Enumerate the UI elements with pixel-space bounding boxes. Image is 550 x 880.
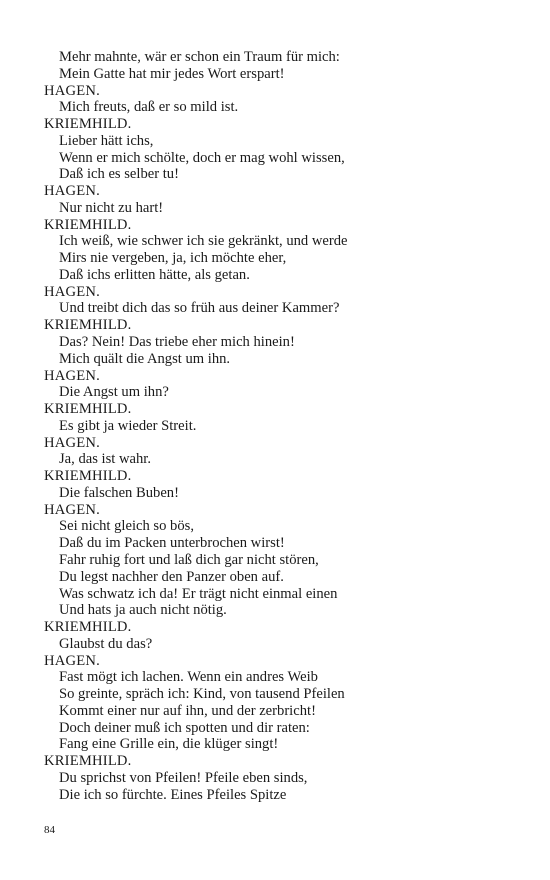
verse-line: So greinte, spräch ich: Kind, von tausend Pfeilen: [59, 686, 345, 703]
verse-line: Doch deiner muß ich spotten und dir raten:: [59, 719, 310, 736]
speaker-name: HAGEN.: [44, 82, 100, 99]
verse-line: Es gibt ja wieder Streit.: [59, 417, 197, 434]
speaker-name: HAGEN.: [44, 652, 100, 669]
verse-line: Das? Nein! Das triebe eher mich hinein!: [59, 334, 295, 351]
verse-line: Fang eine Grille ein, die klüger singt!: [59, 736, 279, 753]
verse-line: Die Angst um ihn?: [59, 384, 169, 401]
speaker-name: HAGEN.: [44, 434, 100, 451]
verse-line: Kommt einer nur auf ihn, und der zerbricht!: [59, 702, 316, 719]
verse-line: Mehr mahnte, wär er schon ein Traum für mich:: [59, 49, 340, 65]
verse-line: Mich quält die Angst um ihn.: [59, 350, 231, 367]
verse-line: Die falschen Buben!: [59, 484, 179, 501]
verse-line: Wenn er mich schölte, doch er mag wohl wissen,: [59, 149, 345, 166]
speaker-name: HAGEN.: [44, 367, 100, 384]
verse-line: Daß ichs erlitten hätte, als getan.: [59, 266, 250, 283]
page-number: 84: [44, 824, 55, 836]
verse-line: Und hats ja auch nicht nötig.: [59, 602, 227, 619]
verse-line: Sei nicht gleich so bös,: [59, 518, 194, 535]
verse-line: Glaubst du das?: [59, 635, 153, 652]
speaker-name: KRIEMHILD.: [44, 619, 132, 636]
speaker-name: HAGEN.: [44, 501, 100, 518]
verse-line: Und treibt dich das so früh aus deiner Kammer?: [59, 300, 340, 317]
verse-line: Die ich so fürchte. Eines Pfeiles Spitze: [59, 786, 287, 803]
verse-line: Du sprichst von Pfeilen! Pfeile eben sinds,: [59, 769, 308, 786]
drama-text: [44, 49, 514, 803]
verse-line: Ja, das ist wahr.: [59, 451, 152, 468]
speaker-name: KRIEMHILD.: [44, 753, 132, 770]
speaker-name: KRIEMHILD.: [44, 317, 132, 334]
verse-line: Fahr ruhig fort und laß dich gar nicht stören,: [59, 551, 319, 568]
speaker-name: KRIEMHILD.: [44, 468, 132, 485]
verse-line: Daß ich es selber tu!: [59, 166, 179, 183]
speaker-name: KRIEMHILD.: [44, 116, 132, 133]
verse-line: Lieber hätt ichs,: [59, 132, 154, 149]
speaker-name: KRIEMHILD.: [44, 216, 132, 233]
verse-line: Nur nicht zu hart!: [59, 199, 164, 216]
speaker-name: HAGEN.: [44, 283, 100, 300]
verse-line: Ich weiß, wie schwer ich sie gekränkt, und werde: [59, 233, 348, 250]
verse-line: Mein Gatte hat mir jedes Wort erspart!: [59, 65, 285, 82]
verse-line: Fast mögt ich lachen. Wenn ein andres Weib: [59, 669, 318, 686]
verse-line: Daß du im Packen unterbrochen wirst!: [59, 535, 285, 552]
verse-line: Du legst nachher den Panzer oben auf.: [59, 568, 284, 585]
verse-line: Mich freuts, daß er so mild ist.: [59, 99, 239, 116]
verse-line: Mirs nie vergeben, ja, ich möchte eher,: [59, 250, 287, 267]
speaker-name: KRIEMHILD.: [44, 401, 132, 418]
verse-line: Was schwatz ich da! Er trägt nicht einmal einen: [59, 585, 338, 602]
speaker-name: HAGEN.: [44, 183, 100, 200]
